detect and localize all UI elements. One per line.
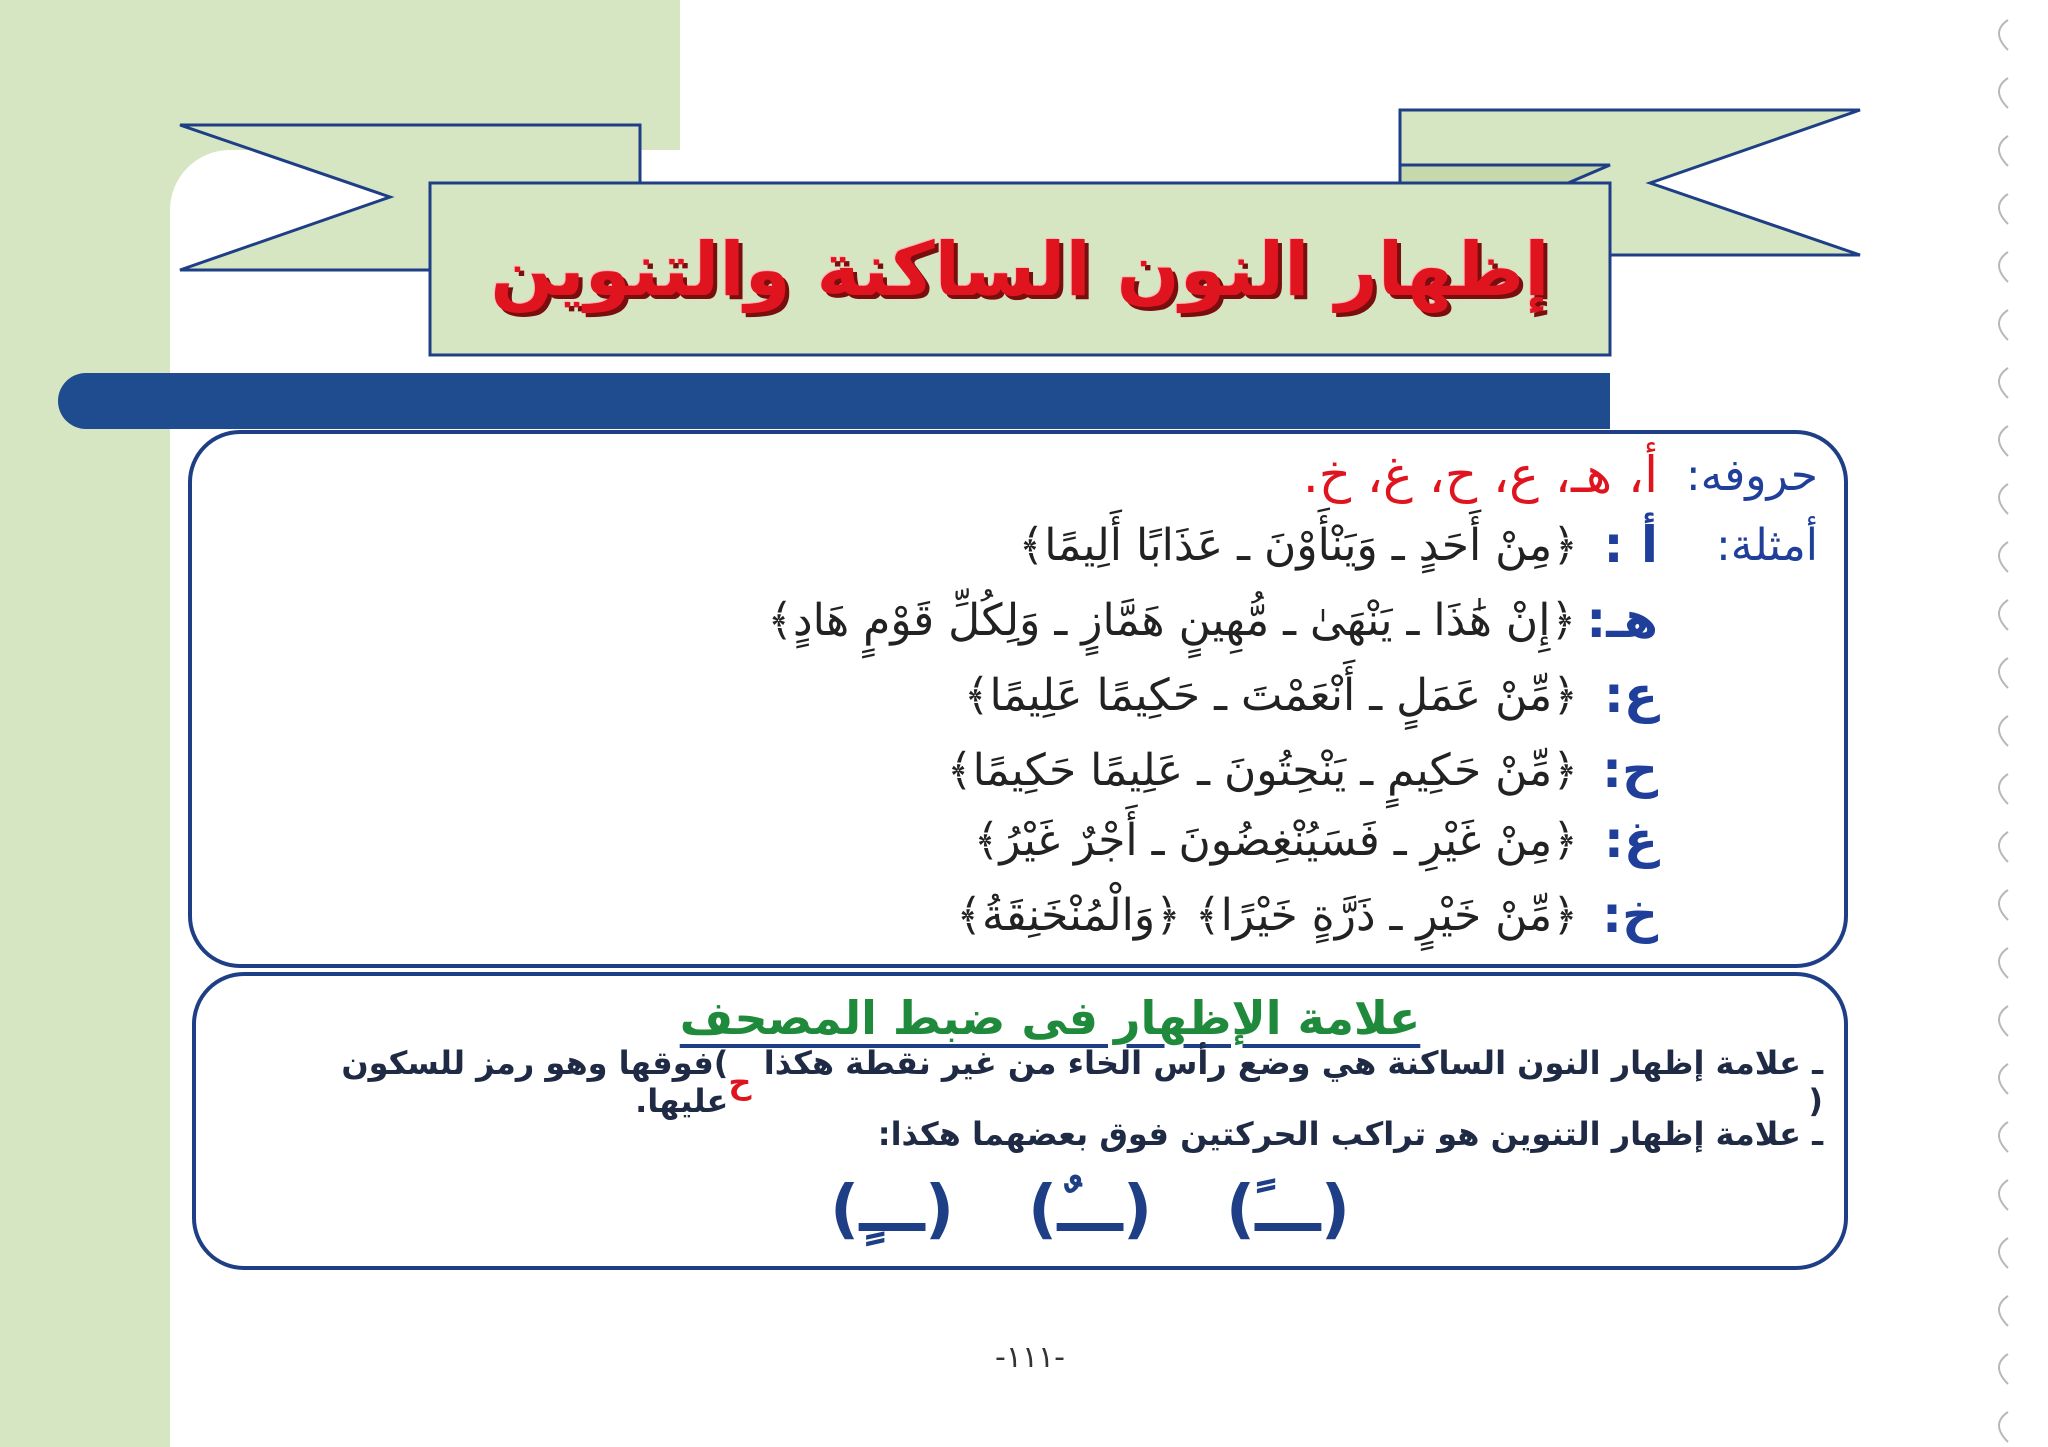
sign-note-1-end: )فوقها وهو رمز للسكون عليها. <box>341 1044 729 1120</box>
sukun-symbol: ح <box>728 1063 752 1101</box>
tanween-symbols <box>830 1165 1350 1255</box>
example-text: ﴿إِنْ هَٰذَا ـ يَنْهَىٰ ـ مُّهِينٍ هَمَّازٍ ـ وَلِكُلِّ قَوْمٍ هَادٍ﴾ <box>767 594 1577 646</box>
example-row <box>218 585 1818 655</box>
example-key: ع: <box>1603 666 1658 724</box>
example-row <box>218 805 1818 875</box>
examples-label: أمثلة: <box>1715 519 1818 571</box>
example-row <box>218 880 1818 950</box>
sign-note-2: ـ علامة إظهار التنوين هو تراكب الحركتين فوق بعضهما هكذا: <box>877 1115 1823 1153</box>
example-key: غ: <box>1603 811 1658 869</box>
example-key: ح: <box>1601 741 1658 799</box>
example-key: خ: <box>1601 886 1658 944</box>
page-title: إظهار النون الساكنة والتنوين <box>490 227 1550 313</box>
example-text: ﴿مِّنْ خَيْرٍ ـ ذَرَّةٍ خَيْرًا﴾ ﴿وَالْمُنْخَنِقَةُ﴾ <box>956 889 1578 941</box>
example-key: أ : <box>1603 516 1658 574</box>
example-text: ﴿مِنْ أَحَدٍ ـ وَيَنْأَوْنَ ـ عَذَابًا أَلِيمًا﴾ <box>1018 519 1578 571</box>
binder-rings <box>1978 0 2018 1447</box>
tanween-damm-symbol: (ـــٌ) <box>1027 1173 1153 1247</box>
tanween-fath-symbol: (ـــً) <box>1225 1173 1350 1247</box>
example-text: ﴿مِنْ غَيْرِ ـ فَسَيُنْغِضُونَ ـ أَجْرٌ غَيْرُ﴾ <box>973 814 1578 866</box>
tanween-kasr-symbol: (ـــٍ) <box>830 1173 955 1247</box>
page-number: -١١١- <box>995 1340 1065 1375</box>
blue-divider-bar <box>58 373 1610 429</box>
letters-row <box>218 440 1818 510</box>
example-key: هـ: <box>1586 591 1658 649</box>
sign-note-1-start: ـ علامة إظهار النون الساكنة هي وضع رأس الخاء من غير نقطة هكذا ( <box>763 1044 1823 1120</box>
example-text: ﴿مِّنْ حَكِيمٍ ـ يَنْحِتُونَ ـ عَلِيمًا حَكِيمًا﴾ <box>946 744 1578 796</box>
example-row <box>218 660 1818 730</box>
sign-note-1 <box>243 1044 1823 1120</box>
letters-value: أ، هـ، ع، ح، غ، خ. <box>1302 446 1658 504</box>
example-row <box>218 735 1818 805</box>
example-row <box>218 510 1818 580</box>
sign-section-title: علامة الإظهار فى ضبط المصحف <box>679 991 1421 1045</box>
letters-label: حروفه: <box>1685 449 1818 501</box>
example-text: ﴿مِّنْ عَمَلٍ ـ أَنْعَمْتَ ـ حَكِيمًا عَلِيمًا﴾ <box>963 669 1578 721</box>
